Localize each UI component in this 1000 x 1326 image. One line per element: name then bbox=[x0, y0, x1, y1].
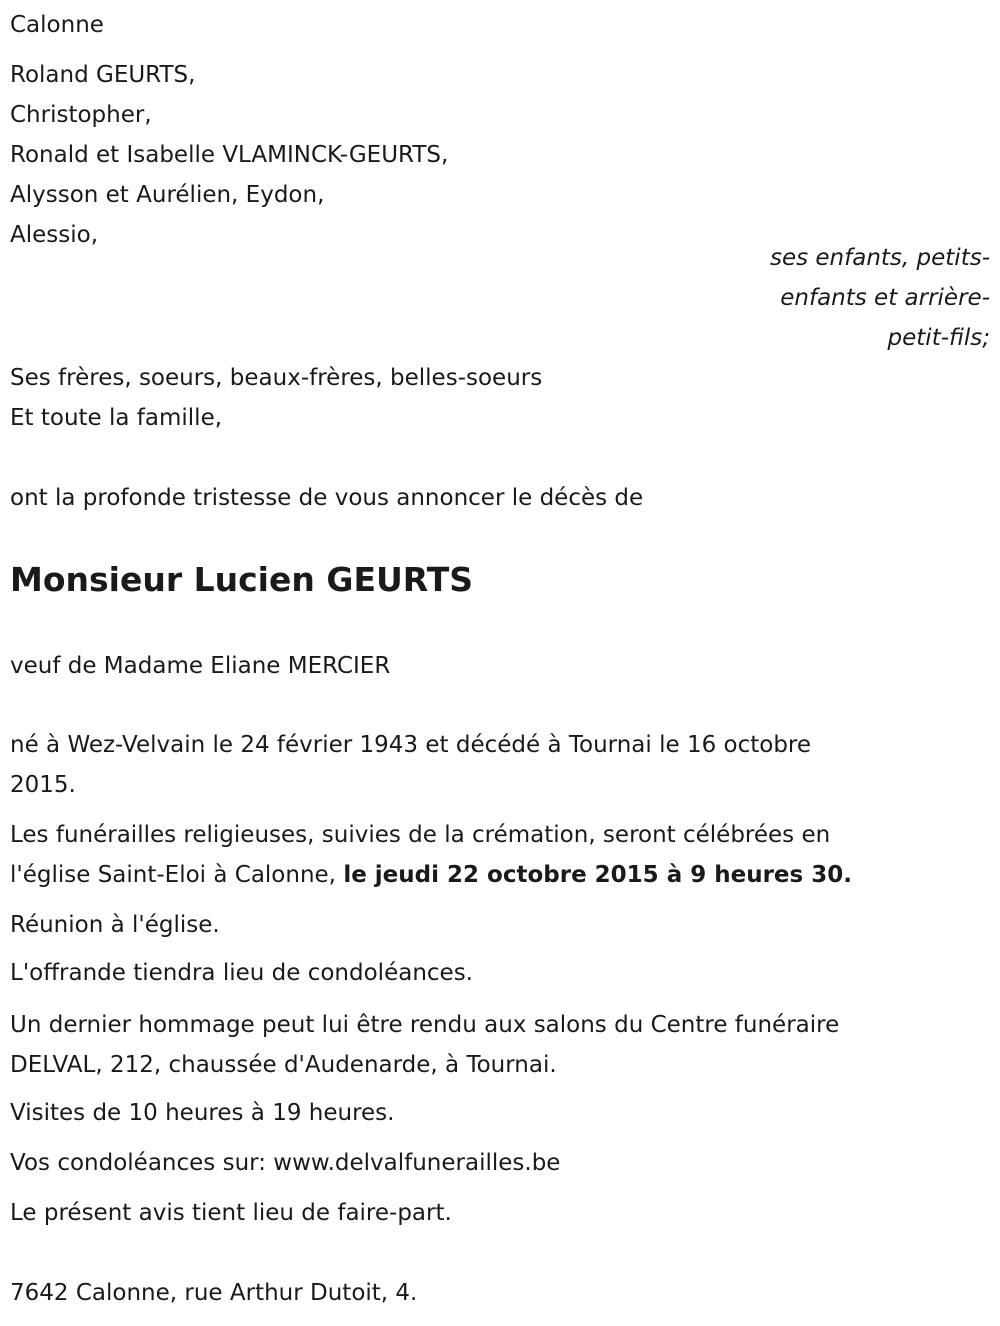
family-member: Alysson et Aurélien, Eydon, bbox=[10, 182, 325, 208]
tribute: Un dernier hommage peut lui être rendu aux salons du Centre funéraire bbox=[10, 1012, 840, 1038]
location-header: Calonne bbox=[10, 12, 104, 38]
family-member: Alessio, bbox=[10, 222, 99, 248]
funeral-date: le jeudi 22 octobre 2015 à 9 heures 30. bbox=[343, 862, 852, 888]
funeral-info: Les funérailles religieuses, suivies de la crémation, seront célébrées en bbox=[10, 822, 831, 848]
funeral-place: l'église Saint-Eloi à Calonne, bbox=[10, 862, 344, 888]
family-member: Christopher, bbox=[10, 102, 152, 128]
extended-family: Et toute la famille, bbox=[10, 405, 223, 431]
relation-line: enfants et arrière- bbox=[780, 285, 990, 311]
offering: L'offrande tiendra lieu de condoléances. bbox=[10, 960, 473, 986]
widower-of: veuf de Madame Eliane MERCIER bbox=[10, 653, 391, 679]
birth-death: 2015. bbox=[10, 772, 76, 798]
extended-family: Ses frères, soeurs, beaux-frères, belles-soeurs bbox=[10, 365, 543, 391]
tribute: DELVAL, 212, chaussée d'Audenarde, à Tournai. bbox=[10, 1052, 557, 1078]
announcement: ont la profonde tristesse de vous annoncer le décès de bbox=[10, 485, 644, 511]
visits: Visites de 10 heures à 19 heures. bbox=[10, 1100, 395, 1126]
family-member: Ronald et Isabelle VLAMINCK-GEURTS, bbox=[10, 142, 449, 168]
notice: Le présent avis tient lieu de faire-part. bbox=[10, 1200, 452, 1226]
meeting: Réunion à l'église. bbox=[10, 912, 220, 938]
funeral-info bbox=[10, 855, 852, 895]
deceased-name: Monsieur Lucien GEURTS bbox=[10, 560, 473, 599]
address: 7642 Calonne, rue Arthur Dutoit, 4. bbox=[10, 1280, 418, 1306]
relation-line: petit-fils; bbox=[887, 325, 990, 351]
birth-death: né à Wez-Velvain le 24 février 1943 et décédé à Tournai le 16 octobre bbox=[10, 732, 812, 758]
condolences: Vos condoléances sur: www.delvalfunerailles.be bbox=[10, 1150, 561, 1176]
family-member: Roland GEURTS, bbox=[10, 62, 196, 88]
relation-line: ses enfants, petits- bbox=[769, 245, 990, 271]
